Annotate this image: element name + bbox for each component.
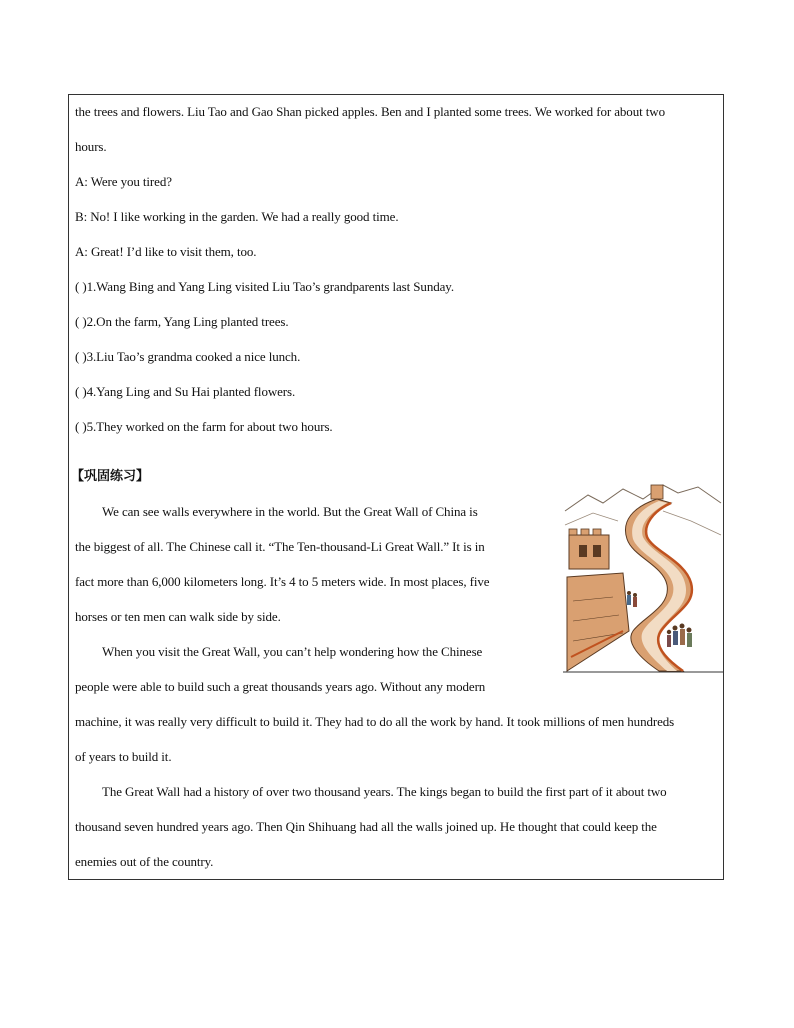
question-5: ( )5.They worked on the farm for about two hours. [75, 419, 333, 434]
worksheet-frame [68, 94, 724, 880]
reading-line: people were able to build such a great thousands years ago. Without any modern [75, 679, 486, 694]
dialogue-line: A: Great! I’d like to visit them, too. [75, 244, 257, 259]
reading-line: We can see walls everywhere in the world. But the Great Wall of China is [102, 504, 478, 519]
lower-wall [567, 573, 629, 671]
far-tower [651, 485, 663, 499]
reading-line: When you visit the Great Wall, you can’t help wondering how the Chinese [102, 644, 483, 659]
reading-line: machine, it was really very difficult to build it. They had to do all the work by hand. It took millions of men hundreds [75, 714, 675, 729]
question-2: ( )2.On the farm, Yang Ling planted trees. [75, 314, 289, 329]
dialogue-line: the trees and flowers. Liu Tao and Gao Shan picked apples. Ben and I planted some trees. We worked for about two [75, 104, 665, 119]
reading-line: horses or ten men can walk side by side. [75, 609, 281, 624]
dialogue-line: B: No! I like working in the garden. We had a really good time. [75, 209, 399, 224]
reading-line: thousand seven hundred years ago. Then Qin Shihuang had all the walls joined up. He thought that could keep the [75, 819, 657, 834]
reading-line: The Great Wall had a history of over two thousand years. The kings began to build the first part of it about two [102, 784, 667, 799]
dialogue-line: A: Were you tired? [75, 174, 172, 189]
reading-line: of years to build it. [75, 749, 172, 764]
near-tower [569, 529, 609, 569]
reading-line: enemies out of the country. [75, 854, 214, 869]
question-4: ( )4.Yang Ling and Su Hai planted flowers. [75, 384, 296, 399]
dialogue-line: hours. [75, 139, 107, 154]
reading-line: the biggest of all. The Chinese call it. “The Ten-thousand-Li Great Wall.” It is in [75, 539, 485, 554]
question-3: ( )3.Liu Tao’s grandma cooked a nice lunch. [75, 349, 301, 364]
question-1: ( )1.Wang Bing and Yang Ling visited Liu Tao’s grandparents last Sunday. [75, 279, 454, 294]
reading-line: fact more than 6,000 kilometers long. It’s 4 to 5 meters wide. In most places, five [75, 574, 490, 589]
great-wall-illustration [563, 481, 723, 675]
section-heading: 【巩固练习】 [71, 469, 150, 484]
